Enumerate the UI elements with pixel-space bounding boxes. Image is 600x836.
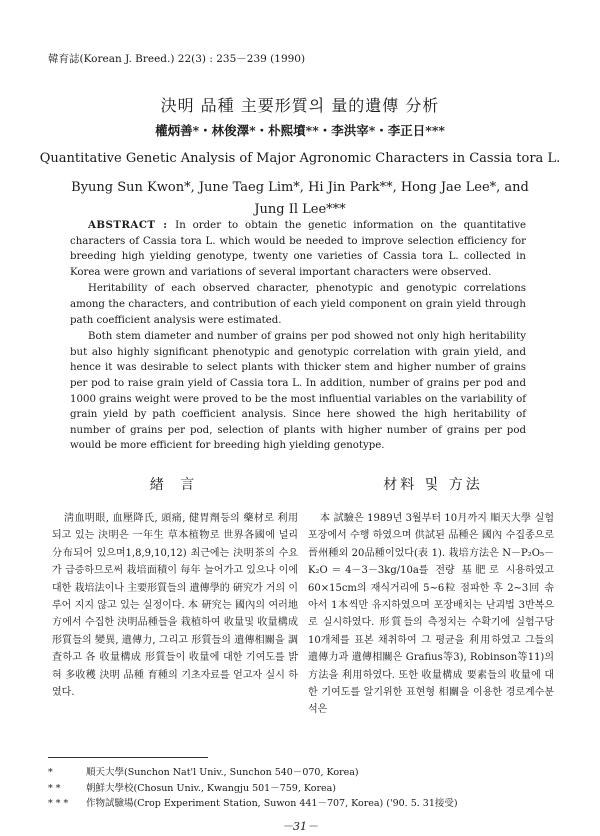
- abstract: [70, 218, 526, 455]
- footnote-text: 作物試驗場(Crop Experiment Station, Suwon 441－707, Korea) ('90. 5. 31接受): [86, 798, 458, 809]
- abstract-paragraph-1: [70, 218, 526, 280]
- authors-english-line1: Byung Sun Kwon*, June Taeg Lim*, Hi Jin Park**, Hong Jae Lee*, and: [71, 180, 529, 195]
- footnote-2: [48, 781, 458, 797]
- footnote-3: [48, 796, 458, 812]
- abstract-paragraph-2: Heritability of each observed character, phenotypic and genotypic correlations among the characters, and contribution of each yield component on grain yield through path coefficient analysis were estimated.: [70, 283, 526, 326]
- footnote-text: 朝鮮大學校(Chosun Univ., Kwangju 501－759, Korea): [86, 782, 336, 794]
- abstract-p1-text: In order to obtain the genetic information on the quantitative characters of Cassia tora L. which would be needed to improve selection efficiency for breeding high yielding genotype, twenty one varieties of Cassia tora L. collected in Korea were grown and variations of several important characters were observed.: [70, 220, 527, 278]
- footnote-text: 順天大學(Sunchon Nat'l Univ., Sunchon 540－070, Korea): [86, 767, 359, 778]
- abstract-label: ABSTRACT :: [88, 219, 176, 231]
- footnotes: [48, 765, 458, 812]
- abstract-paragraph-3: Both stem diameter and number of grains per pod showed not only high heritability but also highly significant phenotypic and genotypic correlation with grain yield, and hence it was desirable to select plants with thicker stem and higher number of grains per pod to raise grain yield of Cassia tora L. In addition, number of grains per pod and 1000 grains weight were proved to be the most influential variables on the variability of grain yield by path coefficient analysis. Since here showed the high heritability of number of grains per pod, selection of plants with higher number of grains per pod would be more efficient for breeding high yielding genotype.: [70, 331, 526, 452]
- footnote-divider: [48, 757, 208, 758]
- page-number: －31－: [282, 820, 318, 833]
- authors-korean: 權炳善*・林俊澤*・朴熙墳**・李洪宰*・李正日***: [155, 123, 445, 138]
- introduction-text: 淸血明眼, 血壓降氏, 頭痛, 健胃劑등의 藥材로 利用되고 있는 決明은 一年生 草本植物로 世界各國에 널리 分布되어 있으며1,8,9,10,12) 최근에는 決明茶의 수요가 급증하므로써 栽培面積이 每年 늘어가고 있으나 이에 대한 栽培法이나 主要形質들의 遺傳學的 硏究가 거의 이루어 지지 않고 있는 실정이다. 本 硏究는 國內의 여러地方에서 수집한 決明品種들을 栽植하여 收量및 收量構成 形質들의 變異, 遺傳力, 그리고 形質들의 遺傳相關을 調査하고 各 收量構成 形質들이 收量에 대한 기여도를 밝혀 多收穫 決明 品種 育種의 기초자료를 얻고자 실시 하였다.: [52, 513, 298, 699]
- footnote-1: [48, 765, 458, 781]
- footnote-mark: *: [48, 767, 53, 778]
- title-korean: 決明 品種 主要形質의 量的遺傳 分析: [160, 96, 440, 115]
- journal-reference: 韓育誌(Korean J. Breed.) 22(3) : 235－239 (1990): [48, 53, 306, 65]
- footnote-mark: * * *: [48, 798, 69, 809]
- authors-english-line2: Jung Il Lee***: [254, 202, 346, 217]
- section-heading-methods: 材料 및 方法: [383, 477, 483, 493]
- methods-text: 本 試驗은 1989년 3월부터 10月까지 順天大學 실험포장에서 수행 하였으며 供試된 品種은 國內 수집종으로 晉州種외 20品種이었다(表 1). 栽培方法은 N－P₂O₅－K₂O＝4－3－3kg/10a를 전량 基肥로 시용하였고 60×15cm의 재식거리에 5∼6粒 점파한 후 2∼3回 솎아서 1本씩만 유지하였으며 포장배치는 난괴법 3반복으로 실시하였다. 形質들의 측정치는 수확기에 실험구당 10개체를 표본 채취하여 그 평균을 利用하였고 그들의 遺傳力과 遺傳相關은 Grafius等3), Robinson等11)의 方法을 利用하였다. 또한 收量構成 要素들의 收量에 대한 기여도를 알기위한 표현형 相關을 이용한 경로계수분석은: [308, 513, 554, 716]
- authors-english: [40, 177, 560, 221]
- section-heading-introduction: 緖 言: [149, 477, 201, 493]
- title-english: Quantitative Genetic Analysis of Major Agronomic Characters in Cassia tora L.: [39, 151, 561, 166]
- footnote-mark: * *: [48, 782, 61, 794]
